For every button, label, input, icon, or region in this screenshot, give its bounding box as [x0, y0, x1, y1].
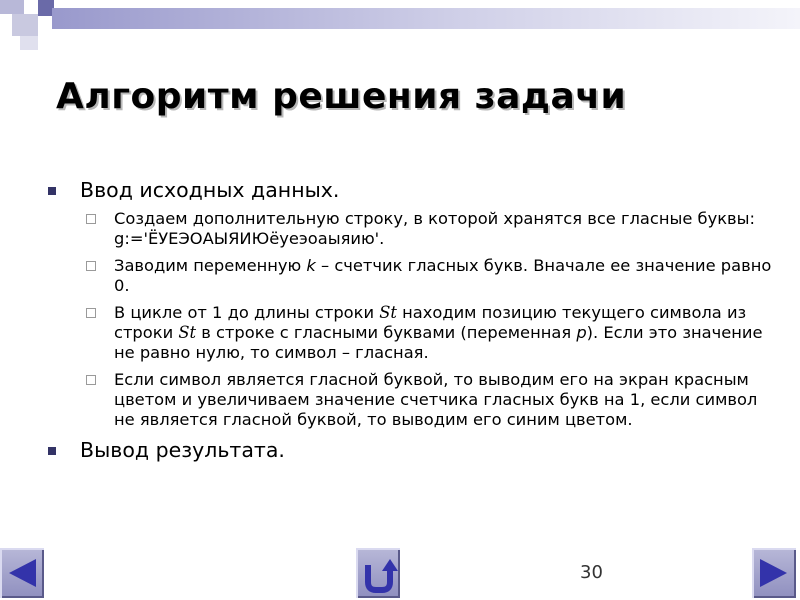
bullet-text: Ввод исходных данных. [80, 178, 340, 202]
slide-title: Алгоритм решения задачи [56, 76, 627, 117]
bullet-input [46, 178, 776, 203]
sub-item-text: в строке с гласными буквами (переменная [196, 323, 577, 342]
u-turn-return-icon [356, 548, 400, 598]
sub-item [46, 256, 776, 296]
hollow-square-icon [86, 308, 96, 318]
sub-item [46, 370, 776, 430]
sub-item-text: Заводим переменную [114, 256, 307, 275]
triangle-left-icon [0, 548, 44, 598]
hollow-square-icon [86, 261, 96, 271]
variable-st: St [178, 323, 197, 342]
sub-item-text: – счетчик гласных букв. Вначале ее значение равно 0. [114, 256, 772, 295]
hollow-square-icon [86, 214, 96, 224]
hollow-square-icon [86, 375, 96, 385]
previous-slide-button[interactable] [0, 548, 44, 598]
variable-k: k [306, 256, 316, 275]
bullet-text: Вывод результата. [80, 438, 285, 462]
next-slide-button[interactable] [752, 548, 796, 598]
sub-list [46, 209, 776, 430]
slide-content [46, 178, 776, 469]
sub-item-text: Если символ является гласной буквой, то выводим его на экран красным цветом и увеличиваем значение счетчика гласных букв на 1, если символ не является гласной буквой, то выводим его синим цветом. [114, 370, 758, 429]
sub-item-text: В цикле от 1 до длины строки [114, 303, 380, 322]
triangle-right-icon [752, 548, 796, 598]
bullet-square-icon [48, 187, 56, 195]
bullet-output [46, 438, 776, 463]
sub-item-text: находим позицию текущего символа из строки [114, 303, 747, 342]
header-gradient-bar [52, 8, 800, 29]
variable-st: St [379, 303, 397, 322]
sub-item-text: Создаем дополнительную строку, в которой хранятся все гласные буквы: g:='ЁУЕЭОАЫЯИЮёуеэоаыяию'. [114, 209, 755, 248]
return-button[interactable] [356, 548, 400, 598]
bullet-square-icon [48, 447, 56, 455]
sub-item [46, 209, 776, 249]
sub-item [46, 303, 776, 363]
page-number: 30 [580, 562, 603, 583]
sub-item-text: ). Если это значение не равно нулю, то символ – гласная. [114, 323, 763, 362]
variable-p: p [576, 323, 587, 342]
